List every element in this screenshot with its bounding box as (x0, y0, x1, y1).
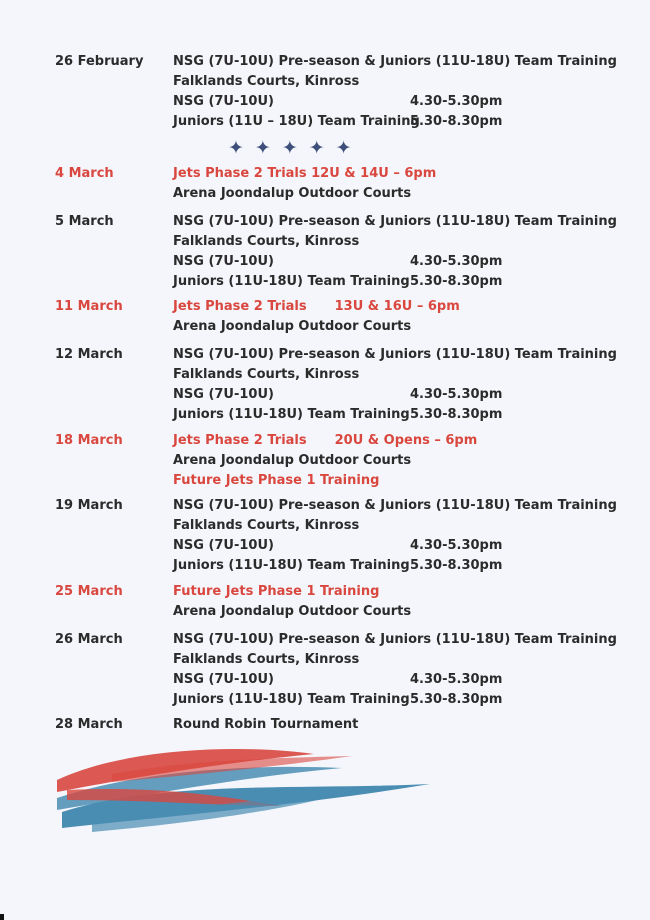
entry-details (173, 630, 633, 710)
session-time: 5.30-8.30pm (410, 274, 503, 289)
detail-text: Falklands Courts, Kinross (173, 234, 360, 249)
detail-line (173, 650, 633, 670)
detail-text: NSG (7U-10U) (173, 538, 274, 553)
session-time: 4.30-5.30pm (410, 254, 503, 269)
entry-date: 5 March (55, 214, 114, 229)
detail-line (173, 431, 633, 451)
detail-text: NSG (7U-10U) Pre-season & Juniors (11U-18U) Team Training (173, 214, 617, 229)
swoosh-logo (52, 740, 432, 840)
detail-line (173, 232, 633, 252)
detail-text: Falklands Courts, Kinross (173, 74, 360, 89)
detail-text: NSG (7U-10U) Pre-season & Juniors (11U-18U) Team Training (173, 54, 617, 69)
entry-date: 25 March (55, 584, 123, 599)
star-divider (228, 137, 363, 157)
entry-date: 26 March (55, 632, 123, 647)
detail-text: Juniors (11U – 18U) Team Training (173, 114, 420, 129)
entry-details (173, 212, 633, 292)
detail-text: Falklands Courts, Kinross (173, 652, 360, 667)
detail-text: Arena Joondalup Outdoor Courts (173, 319, 412, 334)
detail-text: NSG (7U-10U) Pre-season & Juniors (11U-18U) Team Training (173, 632, 617, 647)
detail-text: Arena Joondalup Outdoor Courts (173, 604, 412, 619)
detail-text: NSG (7U-10U) (173, 387, 274, 402)
detail-text: Falklands Courts, Kinross (173, 518, 360, 533)
detail-line (173, 212, 633, 232)
detail-line (173, 536, 633, 556)
detail-line (173, 715, 633, 735)
detail-line (173, 516, 633, 536)
detail-text: NSG (7U-10U) (173, 672, 274, 687)
detail-line (173, 405, 633, 425)
detail-line (173, 365, 633, 385)
detail-text: Future Jets Phase 1 Training (173, 584, 380, 599)
session-time: 5.30-8.30pm (410, 692, 503, 707)
detail-text: Juniors (11U-18U) Team Training (173, 692, 410, 707)
four-point-star-icon: ✦✦✦✦✦ (228, 137, 363, 159)
detail-text: NSG (7U-10U) (173, 254, 274, 269)
detail-line (173, 317, 633, 337)
trial-ages: 20U & Opens – 6pm (334, 433, 478, 448)
edge-mark (0, 914, 4, 920)
session-time: 4.30-5.30pm (410, 94, 503, 109)
entry-details (173, 431, 633, 491)
detail-line (173, 690, 633, 710)
detail-line (173, 112, 633, 132)
entry-details (173, 715, 633, 735)
detail-text: Juniors (11U-18U) Team Training (173, 274, 410, 289)
detail-line (173, 184, 633, 204)
detail-text: NSG (7U-10U) (173, 94, 274, 109)
detail-line (173, 670, 633, 690)
detail-line (173, 602, 633, 622)
detail-text: NSG (7U-10U) Pre-season & Juniors (11U-18U) Team Training (173, 347, 617, 362)
detail-line (173, 582, 633, 602)
detail-line (173, 72, 633, 92)
session-time: 4.30-5.30pm (410, 672, 503, 687)
entry-date: 11 March (55, 299, 123, 314)
entry-date: 19 March (55, 498, 123, 513)
entry-details (173, 297, 633, 337)
detail-line (173, 345, 633, 365)
trial-ages: 13U & 16U – 6pm (334, 299, 460, 314)
session-time: 4.30-5.30pm (410, 387, 503, 402)
entry-details (173, 164, 633, 204)
detail-line (173, 297, 633, 317)
detail-text: Future Jets Phase 1 Training (173, 473, 380, 488)
detail-line (173, 164, 633, 184)
session-time: 5.30-8.30pm (410, 407, 503, 422)
entry-date: 4 March (55, 166, 114, 181)
detail-text: Jets Phase 2 Trials 12U & 14U – 6pm (173, 166, 437, 181)
detail-line (173, 556, 633, 576)
entry-date: 18 March (55, 433, 123, 448)
detail-line (173, 52, 633, 72)
detail-text: Jets Phase 2 Trials (173, 433, 307, 448)
detail-line (173, 451, 633, 471)
entry-date: 26 February (55, 54, 144, 69)
session-time: 5.30-8.30pm (410, 558, 503, 573)
detail-text: Falklands Courts, Kinross (173, 367, 360, 382)
entry-details (173, 52, 633, 132)
detail-text: Juniors (11U-18U) Team Training (173, 407, 410, 422)
detail-line (173, 471, 633, 491)
detail-line (173, 385, 633, 405)
detail-text: Jets Phase 2 Trials (173, 299, 307, 314)
session-time: 4.30-5.30pm (410, 538, 503, 553)
session-time: 5.30-8.30pm (410, 114, 503, 129)
detail-text: Juniors (11U-18U) Team Training (173, 558, 410, 573)
detail-line (173, 630, 633, 650)
detail-line (173, 92, 633, 112)
detail-text: Arena Joondalup Outdoor Courts (173, 453, 412, 468)
detail-line (173, 496, 633, 516)
entry-details (173, 345, 633, 425)
detail-text: Arena Joondalup Outdoor Courts (173, 186, 412, 201)
detail-line (173, 252, 633, 272)
detail-line (173, 272, 633, 292)
entry-details (173, 582, 633, 622)
detail-text: Round Robin Tournament (173, 717, 359, 732)
entry-date: 12 March (55, 347, 123, 362)
entry-details (173, 496, 633, 576)
detail-text: NSG (7U-10U) Pre-season & Juniors (11U-18U) Team Training (173, 498, 617, 513)
entry-date: 28 March (55, 717, 123, 732)
